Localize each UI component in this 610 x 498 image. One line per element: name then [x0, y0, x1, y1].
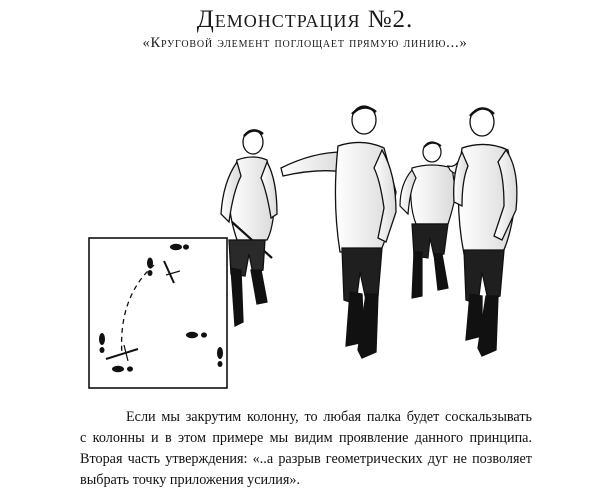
fighter-right-figure	[454, 108, 517, 356]
fighter-tall-center-figure	[281, 106, 396, 358]
body-paragraph	[80, 407, 532, 491]
fighter-small-back-figure	[400, 142, 464, 298]
body-line-1: Если мы закрутим колонну, то любая палка будет соскальзывать	[126, 409, 532, 425]
footwork-diagram	[88, 237, 228, 389]
page-subtitle: «Круговой элемент поглощает прямую линию...»	[142, 35, 468, 51]
body-line-4: выбрать точку приложения усилия».	[80, 472, 300, 488]
fighter-left-figure	[221, 130, 277, 326]
footprints-right	[186, 332, 223, 367]
page-title: Демонстрация №2.	[196, 6, 414, 33]
body-line-3: Вторая часть утверждения: «..а разрыв геометрических дуг не позволяет	[80, 451, 532, 467]
body-line-2: с колонны и в этом примере мы видим проявление данного принципа.	[80, 430, 532, 446]
